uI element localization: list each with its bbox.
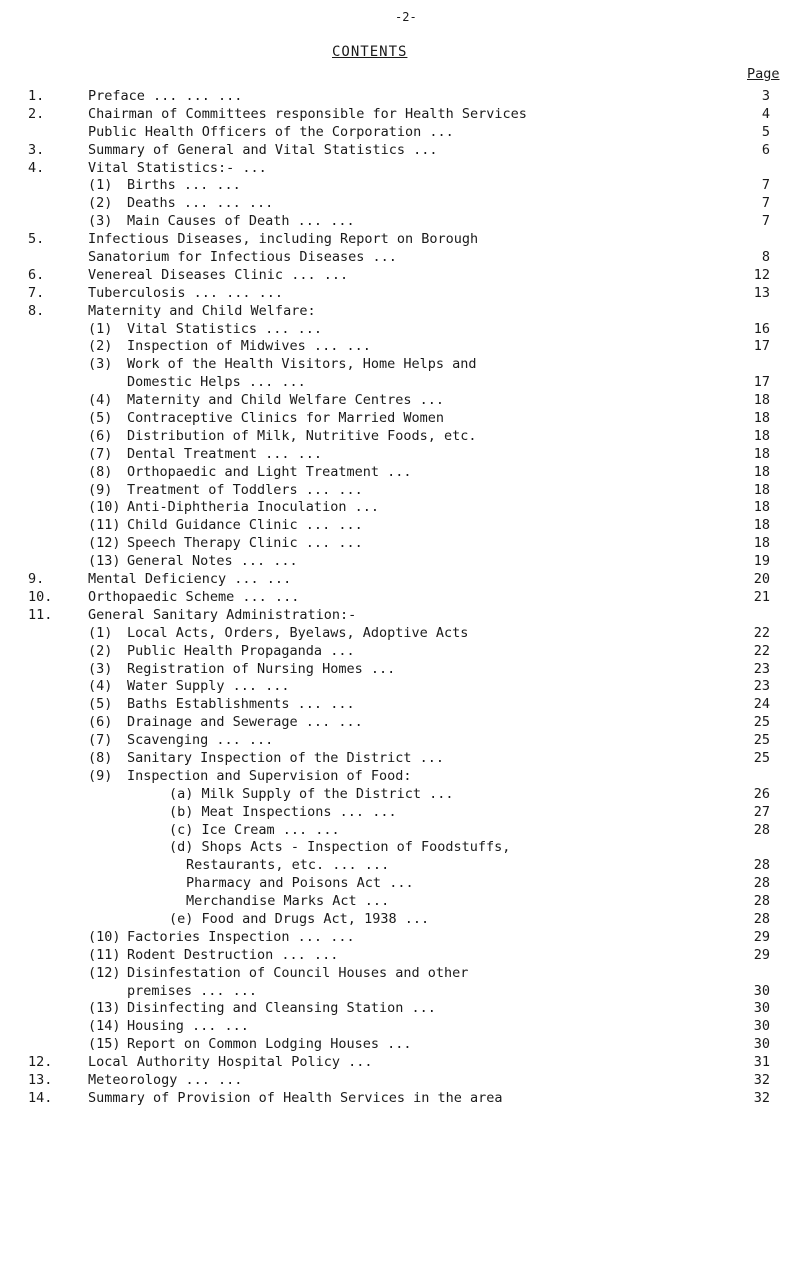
subsection-number: (10): [88, 499, 121, 516]
page-reference: 18: [753, 481, 770, 498]
page-reference: 12: [753, 266, 770, 283]
entry-title: Restaurants, etc. ... ...: [186, 857, 390, 874]
toc-entry: [0, 106, 800, 124]
toc-entry: [0, 1036, 800, 1054]
subsection-number: (8): [88, 463, 113, 480]
page-reference: 16: [753, 320, 770, 337]
page-reference: 28: [753, 875, 770, 892]
page-reference: 13: [753, 284, 770, 301]
page-reference: 27: [753, 803, 770, 820]
page-reference: 18: [753, 445, 770, 462]
page-reference: 22: [753, 624, 770, 641]
page-reference: 28: [753, 893, 770, 910]
subsection-number: (4): [88, 678, 113, 695]
subsection-number: (8): [88, 749, 113, 766]
toc-entry: [0, 499, 800, 517]
toc-entry: [0, 661, 800, 679]
toc-entry: [0, 517, 800, 535]
subsection-number: (9): [88, 767, 113, 784]
section-number: 7.: [28, 284, 45, 301]
subsection-number: (3): [88, 213, 113, 230]
section-number: 5.: [28, 231, 45, 248]
entry-title: Rodent Destruction ... ...: [127, 946, 339, 963]
page-reference: 6: [761, 141, 770, 158]
toc-entry: [0, 714, 800, 732]
subsection-number: (13): [88, 553, 121, 570]
page-reference: 17: [753, 338, 770, 355]
subsection-number: (7): [88, 732, 113, 749]
entry-title: Maternity and Child Welfare:: [88, 302, 316, 319]
entry-title: Main Causes of Death ... ...: [127, 213, 355, 230]
page-reference: 28: [753, 857, 770, 874]
page-reference: 25: [753, 714, 770, 731]
entry-title: Water Supply ... ...: [127, 678, 290, 695]
page-reference: 23: [753, 660, 770, 677]
entry-title: General Sanitary Administration:-: [88, 606, 357, 623]
page-reference: 32: [753, 1071, 770, 1088]
entry-title: Treatment of Toddlers ... ...: [127, 481, 363, 498]
entry-title: Inspection of Midwives ... ...: [127, 338, 371, 355]
toc-entry: [0, 392, 800, 410]
subsection-number: (5): [88, 696, 113, 713]
entry-title: Venereal Diseases Clinic ... ...: [88, 266, 349, 283]
toc-entry: [0, 553, 800, 571]
subsection-number: (2): [88, 195, 113, 212]
entry-title: (c) Ice Cream ... ...: [169, 821, 340, 838]
entry-title: Anti-Diphtheria Inoculation ...: [127, 499, 379, 516]
entry-title: Births ... ...: [127, 177, 241, 194]
entry-title: Vital Statistics:- ...: [88, 159, 267, 176]
page-reference: 5: [761, 123, 770, 140]
toc-entry: [0, 822, 800, 840]
section-number: 6.: [28, 266, 45, 283]
subsection-number: (2): [88, 338, 113, 355]
toc-entry: [0, 571, 800, 589]
toc-entry: [0, 303, 800, 321]
toc-entry: [0, 625, 800, 643]
page-reference: 26: [753, 785, 770, 802]
entry-title: Public Health Propaganda ...: [127, 642, 355, 659]
toc-entry: [0, 446, 800, 464]
entry-title: Inspection and Supervision of Food:: [127, 767, 412, 784]
toc-entry: [0, 410, 800, 428]
subsection-number: (1): [88, 320, 113, 337]
toc-entry: [0, 1090, 800, 1108]
section-number: 2.: [28, 105, 45, 122]
page-reference: 8: [761, 249, 770, 266]
section-number: 13.: [28, 1071, 53, 1088]
toc-entry: [0, 750, 800, 768]
entry-title: Drainage and Sewerage ... ...: [127, 714, 363, 731]
entry-title: Registration of Nursing Homes ...: [127, 660, 396, 677]
subsection-number: (6): [88, 714, 113, 731]
entry-title: (b) Meat Inspections ... ...: [169, 803, 397, 820]
subsection-number: (12): [88, 535, 121, 552]
toc-entry: [0, 464, 800, 482]
entry-title: Summary of General and Vital Statistics ...: [88, 141, 438, 158]
page-reference: 30: [753, 982, 770, 999]
toc-entry: [0, 160, 800, 178]
subsection-number: (3): [88, 660, 113, 677]
subsection-number: (1): [88, 624, 113, 641]
toc-entry: [0, 607, 800, 625]
toc-entry: [0, 142, 800, 160]
toc-entry: [0, 929, 800, 947]
entry-title: General Notes ... ...: [127, 553, 298, 570]
section-number: 9.: [28, 571, 45, 588]
entry-title: Baths Establishments ... ...: [127, 696, 355, 713]
page-reference: 30: [753, 1036, 770, 1053]
toc-entry: [0, 285, 800, 303]
toc-entry: [0, 678, 800, 696]
entry-title: Disinfecting and Cleansing Station ...: [127, 1000, 436, 1017]
toc-entry: [0, 875, 800, 893]
subsection-number: (11): [88, 517, 121, 534]
subsection-number: (15): [88, 1036, 121, 1053]
toc-entry: [0, 231, 800, 249]
entry-title: premises ... ...: [127, 982, 258, 999]
toc-entry: [0, 374, 800, 392]
toc-entry: [0, 732, 800, 750]
page-reference: 23: [753, 678, 770, 695]
subsection-number: (1): [88, 177, 113, 194]
page-reference: 29: [753, 928, 770, 945]
subsection-number: (6): [88, 427, 113, 444]
page-reference: 22: [753, 642, 770, 659]
contents-list: [0, 88, 800, 1108]
page-reference: 18: [753, 517, 770, 534]
subsection-number: (2): [88, 642, 113, 659]
page-reference: 20: [753, 571, 770, 588]
toc-entry: [0, 267, 800, 285]
entry-title: Sanitary Inspection of the District ...: [127, 749, 444, 766]
page-reference: 31: [753, 1054, 770, 1071]
page-title: CONTENTS: [332, 44, 408, 60]
page-reference: 25: [753, 749, 770, 766]
toc-entry: [0, 857, 800, 875]
entry-title: Local Acts, Orders, Byelaws, Adoptive Acts: [127, 624, 469, 641]
subsection-number: (5): [88, 410, 113, 427]
section-number: 3.: [28, 141, 45, 158]
toc-entry: [0, 195, 800, 213]
toc-entry: [0, 482, 800, 500]
entry-title: Report on Common Lodging Houses ...: [127, 1036, 412, 1053]
section-number: 1.: [28, 88, 45, 104]
entry-title: Merchandise Marks Act ...: [186, 893, 390, 910]
entry-title: Housing ... ...: [127, 1018, 249, 1035]
entry-title: Vital Statistics ... ...: [127, 320, 323, 337]
page-reference: 21: [753, 588, 770, 605]
toc-entry: [0, 1054, 800, 1072]
toc-entry: [0, 1018, 800, 1036]
page-reference: 18: [753, 535, 770, 552]
page-reference: 18: [753, 499, 770, 516]
entry-title: Infectious Diseases, including Report on Borough: [88, 231, 479, 248]
toc-entry: [0, 839, 800, 857]
section-number: 14.: [28, 1089, 53, 1106]
entry-title: Orthopaedic Scheme ... ...: [88, 588, 300, 605]
toc-entry: [0, 428, 800, 446]
entry-title: Deaths ... ... ...: [127, 195, 274, 212]
page-reference: 32: [753, 1089, 770, 1106]
toc-entry: [0, 965, 800, 983]
toc-entry: [0, 947, 800, 965]
toc-entry: [0, 893, 800, 911]
entry-title: Scavenging ... ...: [127, 732, 274, 749]
entry-title: Chairman of Committees responsible for Health Services: [88, 105, 527, 122]
entry-title: Domestic Helps ... ...: [127, 374, 306, 391]
toc-entry: [0, 911, 800, 929]
page-reference: 30: [753, 1018, 770, 1035]
page-reference: 3: [761, 88, 770, 104]
page-reference: 17: [753, 374, 770, 391]
page-reference: 18: [753, 463, 770, 480]
page-reference: 28: [753, 821, 770, 838]
toc-entry: [0, 786, 800, 804]
page-column-header: Page: [747, 66, 780, 82]
entry-title: Disinfestation of Council Houses and other: [127, 964, 469, 981]
entry-title: Dental Treatment ... ...: [127, 445, 323, 462]
toc-entry: [0, 643, 800, 661]
toc-entry: [0, 535, 800, 553]
entry-title: Pharmacy and Poisons Act ...: [186, 875, 414, 892]
toc-entry: [0, 124, 800, 142]
entry-title: Preface ... ... ...: [88, 88, 243, 104]
entry-title: Local Authority Hospital Policy ...: [88, 1054, 373, 1071]
toc-entry: [0, 249, 800, 267]
toc-entry: [0, 1072, 800, 1090]
toc-entry: [0, 88, 800, 106]
entry-title: Orthopaedic and Light Treatment ...: [127, 463, 412, 480]
page-reference: 7: [761, 177, 770, 194]
page-reference: 29: [753, 946, 770, 963]
page-reference: 7: [761, 213, 770, 230]
toc-entry: [0, 768, 800, 786]
page-reference: 7: [761, 195, 770, 212]
toc-entry: [0, 213, 800, 231]
entry-title: Tuberculosis ... ... ...: [88, 284, 284, 301]
subsection-number: (9): [88, 481, 113, 498]
entry-title: Contraceptive Clinics for Married Women: [127, 410, 444, 427]
section-number: 11.: [28, 606, 53, 623]
toc-entry: [0, 696, 800, 714]
entry-title: Child Guidance Clinic ... ...: [127, 517, 363, 534]
subsection-number: (12): [88, 964, 121, 981]
section-number: 4.: [28, 159, 45, 176]
toc-entry: [0, 1000, 800, 1018]
entry-title: (d) Shops Acts - Inspection of Foodstuffs,: [169, 839, 511, 856]
page-reference: 4: [761, 105, 770, 122]
toc-entry: [0, 983, 800, 1001]
subsection-number: (7): [88, 445, 113, 462]
entry-title: Mental Deficiency ... ...: [88, 571, 292, 588]
subsection-number: (3): [88, 356, 113, 373]
entry-title: (e) Food and Drugs Act, 1938 ...: [169, 910, 430, 927]
section-number: 8.: [28, 302, 45, 319]
subsection-number: (14): [88, 1018, 121, 1035]
page-reference: 18: [753, 410, 770, 427]
section-number: 12.: [28, 1054, 53, 1071]
toc-entry: [0, 321, 800, 339]
entry-title: Work of the Health Visitors, Home Helps and: [127, 356, 477, 373]
entry-title: Public Health Officers of the Corporation ...: [88, 123, 454, 140]
toc-entry: [0, 356, 800, 374]
page-reference: 18: [753, 427, 770, 444]
entry-title: Summary of Provision of Health Services in the area: [88, 1089, 503, 1106]
page-number: -2-: [395, 10, 417, 24]
toc-entry: [0, 804, 800, 822]
subsection-number: (11): [88, 946, 121, 963]
page-reference: 18: [753, 392, 770, 409]
entry-title: Sanatorium for Infectious Diseases ...: [88, 249, 397, 266]
entry-title: Factories Inspection ... ...: [127, 928, 355, 945]
toc-entry: [0, 589, 800, 607]
subsection-number: (10): [88, 928, 121, 945]
subsection-number: (4): [88, 392, 113, 409]
entry-title: Maternity and Child Welfare Centres ...: [127, 392, 444, 409]
entry-title: (a) Milk Supply of the District ...: [169, 785, 454, 802]
toc-entry: [0, 338, 800, 356]
entry-title: Speech Therapy Clinic ... ...: [127, 535, 363, 552]
subsection-number: (13): [88, 1000, 121, 1017]
entry-title: Meteorology ... ...: [88, 1071, 243, 1088]
page-reference: 28: [753, 910, 770, 927]
section-number: 10.: [28, 588, 53, 605]
page-reference: 19: [753, 553, 770, 570]
page-reference: 25: [753, 732, 770, 749]
page-reference: 24: [753, 696, 770, 713]
page-reference: 30: [753, 1000, 770, 1017]
toc-entry: [0, 177, 800, 195]
entry-title: Distribution of Milk, Nutritive Foods, etc.: [127, 427, 477, 444]
